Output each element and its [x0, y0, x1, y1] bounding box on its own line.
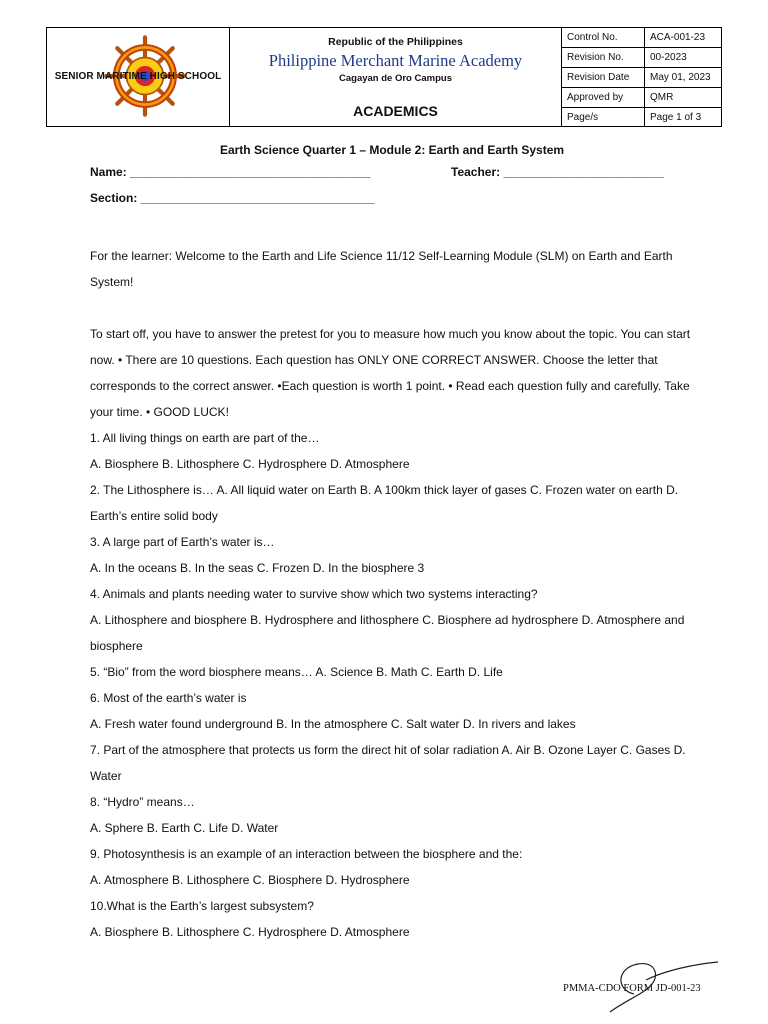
choices-line: A. Biosphere B. Lithosphere C. Hydrosphere D. Atmosphere	[90, 925, 410, 939]
name-teacher-row	[90, 165, 710, 191]
intro-paragraph: For the learner: Welcome to the Earth and Life Science 11/12 Self-Learning Module (SLM) on Earth and Earth System!	[90, 249, 673, 289]
school-name: SENIOR MARITIME HIGH SCHOOL	[54, 71, 222, 82]
control-row	[562, 68, 721, 88]
control-label: Control No.	[562, 28, 645, 48]
academy-name: Philippine Merchant Marine Academy	[268, 51, 523, 70]
choices-line: A. Biosphere B. Lithosphere C. Hydrosphere D. Atmosphere	[90, 457, 410, 471]
question-line: 8. “Hydro” means…	[90, 795, 195, 809]
form-footer: PMMA-CDO FORM JD-001-23	[563, 983, 701, 994]
control-row	[562, 108, 721, 128]
instructions-paragraph: To start off, you have to answer the pretest for you to measure how much you know about the topic. You can start now. • There are 10 questions. Each question has ONLY ONE CORRECT ANSWER. Choose the letter that corresponds to the correct answer. •Each question is worth 1 point. • Read each question fully and carefully. Take your time. • GOOD LUCK!	[90, 327, 691, 419]
question-line: 4. Animals and plants needing water to survive show which two systems interacting?	[90, 587, 538, 601]
question-line: 9. Photosynthesis is an example of an interaction between the biosphere and the:	[90, 847, 523, 861]
choices-line: A. Sphere B. Earth C. Life D. Water	[90, 821, 279, 835]
section-row	[90, 191, 710, 217]
control-value: QMR	[645, 88, 722, 108]
question-line: 10.What is the Earth’s largest subsystem?	[90, 899, 314, 913]
document-header	[46, 27, 722, 127]
control-row	[562, 28, 721, 48]
control-row	[562, 48, 721, 68]
department-label: ACADEMICS	[353, 103, 438, 119]
name-field: Name: ____________________________________	[90, 165, 371, 179]
question-line: 5. “Bio” from the word biosphere means… A. Science B. Math C. Earth D. Life	[90, 665, 503, 679]
question-line: 1. All living things on earth are part of the…	[90, 431, 320, 445]
header-title-cell	[230, 28, 562, 126]
control-label: Revision No.	[562, 48, 645, 68]
choices-line: A. Fresh water found underground B. In the atmosphere C. Salt water D. In rivers and lakes	[90, 717, 576, 731]
control-label: Approved by	[562, 88, 645, 108]
republic-label: Republic of the Philippines	[328, 36, 463, 48]
document-body	[90, 143, 710, 945]
question-line: 7. Part of the atmosphere that protects us form the direct hit of solar radiation A. Air B. Ozone Layer C. Gases D. Water	[90, 743, 686, 783]
question-line: 3. A large part of Earth’s water is…	[90, 535, 275, 549]
question-line: 2. The Lithosphere is… A. All liquid water on Earth B. A 100km thick layer of gases C. Frozen water on earth D. Earth’s entire solid body	[90, 483, 679, 523]
control-info-cell	[562, 28, 721, 126]
module-title: Earth Science Quarter 1 – Module 2: Earth and Earth System	[219, 143, 565, 157]
teacher-field: Teacher: ________________________	[451, 165, 664, 179]
control-label: Page/s	[562, 108, 645, 128]
question-line: 6. Most of the earth’s water is	[90, 691, 247, 705]
control-value: 00-2023	[645, 48, 722, 68]
choices-line: A. In the oceans B. In the seas C. Frozen D. In the biosphere 3	[90, 561, 425, 575]
control-value: Page 1 of 3	[650, 112, 702, 123]
choices-line: A. Lithosphere and biosphere B. Hydrosphere and lithosphere C. Biosphere ad hydrosphere D. Atmosphere and biosphere	[90, 613, 685, 653]
header-logo-cell	[47, 28, 230, 126]
section-field: Section: ___________________________________	[90, 191, 375, 205]
control-label: Revision Date	[562, 68, 645, 88]
campus-name: Cagayan de Oro Campus	[339, 73, 452, 84]
control-value: May 01, 2023	[645, 68, 722, 88]
control-row	[562, 88, 721, 108]
control-info-table	[562, 28, 721, 127]
control-value: ACA-001-23	[645, 28, 722, 48]
choices-line: A. Atmosphere B. Lithosphere C. Biosphere D. Hydrosphere	[90, 873, 410, 887]
